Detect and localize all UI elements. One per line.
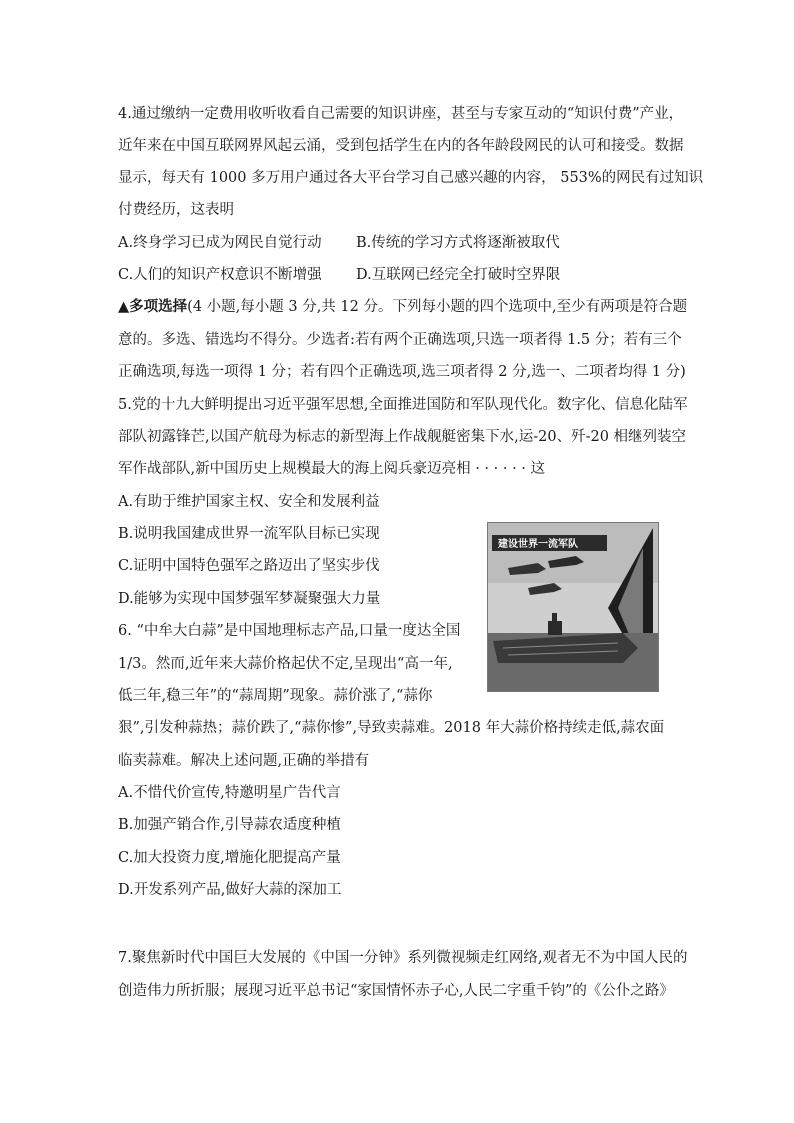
q5-option-c: C.证明中国特色强军之路迈出了坚实步伐 bbox=[118, 558, 380, 574]
q5-stem-line-3: 军作战部队,新中国历史上规模最大的海上阅兵豪迈亮相 · · · · · · 这 bbox=[118, 461, 546, 477]
q6-stem-line-2: 1/3。然而,近年来大蒜价格起伏不定,呈现出“高一年, bbox=[118, 656, 453, 672]
q5-option-b: B.说明我国建成世界一流军队目标已实现 bbox=[118, 526, 380, 542]
q6-option-c: C.加大投资力度,增施化肥提高产量 bbox=[118, 850, 341, 866]
q6-option-d: D.开发系列产品,做好大蒜的深加工 bbox=[118, 882, 342, 898]
q6-stem-line-4: 狠”,引发种蒜热；蒜价跌了,“蒜你惨”,导致卖蒜难。2018 年大蒜价格持续走低,蒜农面 bbox=[118, 720, 665, 736]
q6-stem-line-1: 6. “中牟大白蒜”是中国地理标志产品,口量一度达全国 bbox=[118, 623, 461, 639]
q4-option-b: B.传统的学习方式将逐渐被取代 bbox=[356, 235, 560, 251]
q4-stem-line-4: 付费经历，这表明 bbox=[118, 202, 234, 218]
section-instructions-line-1 bbox=[118, 297, 687, 317]
q6-option-a: A.不惜代价宣传,特邀明星广告代言 bbox=[118, 785, 341, 801]
q4-stem-line-1: 4.通过缴纳一定费用收听收看自己需要的知识讲座，甚至与专家互动的“知识付费”产业， bbox=[118, 106, 684, 122]
q5-stem-line-1: 5.党的十九大鲜明提出习近平强军思想,全面推进国防和军队现代化。数字化、信息化陆军 bbox=[118, 397, 688, 413]
q5-stem-line-2: 部队初露锋芒,以国产航母为标志的新型海上作战舰艇密集下水,运-20、歼-20 相继列装空 bbox=[118, 429, 687, 445]
military-poster-image bbox=[487, 522, 659, 692]
q6-stem-line-5: 临卖蒜难。解决上述问题,正确的举措有 bbox=[118, 753, 370, 769]
q6-option-b: B.加强产销合作,引导蒜农适度种植 bbox=[118, 817, 341, 833]
q4-option-c: C.人们的知识产权意识不断增强 bbox=[118, 267, 322, 283]
section-instructions-first: (4 小题,每小题 3 分,共 12 分。下列每小题的四个选项中,至少有两项是符合题 bbox=[187, 299, 688, 315]
q7-stem-line-2: 创造伟力所折服；展现习近平总书记“家国情怀赤子心,人民二字重千钧”的《公仆之路》 bbox=[118, 983, 674, 999]
q5-option-a: A.有助于维护国家主权、安全和发展利益 bbox=[118, 494, 380, 510]
q7-stem-line-1: 7.聚焦新时代中国巨大发展的《中国一分钟》系列微视频走红网络,观者无不为中国人民的 bbox=[118, 950, 688, 966]
section-instructions-line-2: 意的。多选、错选均不得分。少选者:若有两个正确选项,只选一项者得 1.5 分；若有三个 bbox=[118, 332, 682, 348]
q4-stem-line-2: 近年来在中国互联网界风起云涌，受到包括学生在内的各年龄段网民的认可和接受。数据 bbox=[118, 138, 684, 154]
q4-option-d: D.互联网已经完全打破时空界限 bbox=[356, 267, 561, 283]
q5-option-d: D.能够为实现中国梦强军梦凝聚强大力量 bbox=[118, 591, 381, 607]
q4-stem-line-3: 显示，每天有 1000 多万用户通过各大平台学习自己感兴趣的内容， 553%的网民有过知识 bbox=[118, 170, 704, 186]
section-instructions-line-3: 正确选项,每选一项得 1 分；若有四个正确选项,选三项者得 2 分,选一、二项者均得 1 分) bbox=[118, 364, 686, 380]
section-heading: ▲多项选择 bbox=[118, 298, 188, 315]
q4-option-a: A.终身学习已成为网民自觉行动 bbox=[118, 235, 322, 251]
q6-stem-line-3: 低三年,稳三年”的“蒜周期”现象。蒜价涨了,“蒜你 bbox=[118, 688, 433, 704]
poster-caption: 建设世界一流军队 bbox=[498, 539, 578, 550]
